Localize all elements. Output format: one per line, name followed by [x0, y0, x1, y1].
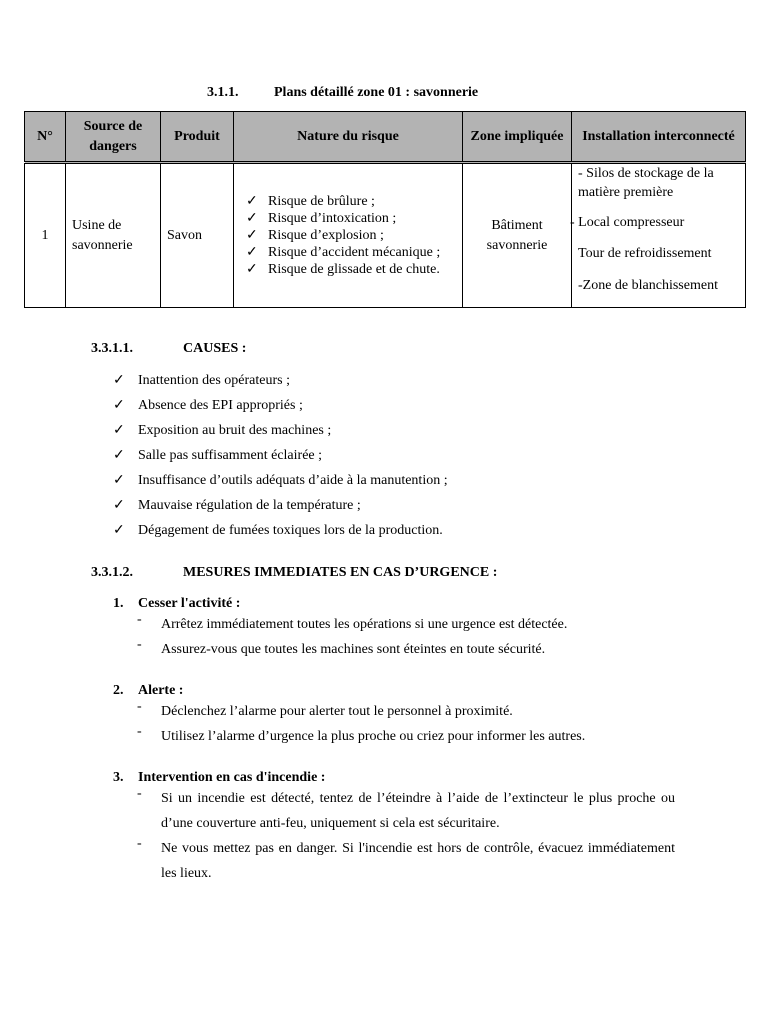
cell-nature	[234, 163, 463, 308]
measure-title-text: Intervention en cas d'incendie :	[138, 770, 326, 785]
measure-title-text: Cesser l'activité :	[138, 596, 241, 611]
section-title	[207, 85, 478, 101]
header-produit: Produit	[161, 112, 234, 163]
risk-item: ✓ Risque d’explosion ;	[246, 227, 456, 244]
list-item: ✓ Dégagement de fumées toxiques lors de la production.	[113, 522, 673, 547]
section-number: 3.1.1.	[207, 85, 239, 100]
installation-item: -Zone de blanchissement	[578, 278, 718, 293]
risk-item: ✓ Risque de brûlure ;	[246, 193, 456, 210]
table-row	[25, 163, 746, 308]
measure-point-text: Assurez-vous que toutes les machines sont éteintes en toute sécurité.	[161, 642, 546, 657]
mesures-number: 3.3.1.2.	[91, 565, 133, 580]
risk-table	[24, 111, 746, 308]
installation-item: - Silos de stockage de la matière première	[578, 166, 714, 200]
measure-point: - Si un incendie est détecté, tentez de l’éteindre à l’aide de l’extincteur le plus proche ou d’une couverture anti-feu, uniquement si cela est sécuritaire.	[137, 786, 675, 836]
risk-item: ✓ Risque de glissade et de chute.	[246, 261, 456, 278]
list-item: ✓ Mauvaise régulation de la température ;	[113, 497, 673, 522]
measure-point-text: Déclenchez l’alarme pour alerter tout le personnel à proximité.	[161, 704, 513, 719]
cell-installation	[572, 163, 746, 308]
measure-title	[113, 683, 183, 699]
measure-title	[113, 770, 325, 786]
cell-zone: Bâtiment savonnerie	[463, 163, 572, 308]
mesures-heading	[91, 565, 497, 581]
measure-title	[113, 596, 240, 612]
measure-number: 2.	[113, 683, 124, 698]
cell-source: Usine de savonnerie	[66, 163, 161, 308]
causes-title: CAUSES :	[183, 341, 247, 356]
section-title-text: Plans détaillé zone 01 : savonnerie	[274, 85, 479, 100]
measure-title-text: Alerte :	[138, 683, 184, 698]
risk-item: ✓ Risque d’intoxication ;	[246, 210, 456, 227]
causes-number: 3.3.1.1.	[91, 341, 133, 356]
header-installation: Installation interconnecté	[572, 112, 746, 163]
header-nature: Nature du risque	[234, 112, 463, 163]
table-header-row	[25, 112, 746, 163]
header-zone: Zone impliquée	[463, 112, 572, 163]
risk-item: ✓ Risque d’accident mécanique ;	[246, 244, 456, 261]
cell-produit: Savon	[161, 163, 234, 308]
risk-list	[240, 193, 456, 278]
measure-point-text: Si un incendie est détecté, tentez de l’éteindre à l’aide de l’extincteur le plus proche ou d’une couverture anti-feu, uniquement si cela est sécuritaire.	[161, 791, 675, 831]
measure-number: 3.	[113, 770, 124, 785]
measure-point: - Arrêtez immédiatement toutes les opérations si une urgence est détectée.	[137, 612, 675, 637]
cell-num: 1	[25, 163, 66, 308]
measure-point-text: Ne vous mettez pas en danger. Si l'incendie est hors de contrôle, évacuez immédiatement les lieux.	[161, 841, 675, 881]
header-source: Source de dangers	[66, 112, 161, 163]
list-item: ✓ Exposition au bruit des machines ;	[113, 422, 673, 447]
measure-point: - Ne vous mettez pas en danger. Si l'incendie est hors de contrôle, évacuez immédiatement les lieux.	[137, 836, 675, 886]
causes-list	[113, 372, 673, 547]
measure-point: - Utilisez l’alarme d’urgence la plus proche ou criez pour informer les autres.	[137, 724, 675, 749]
measure-point-text: Utilisez l’alarme d’urgence la plus proche ou criez pour informer les autres.	[161, 729, 586, 744]
list-item: ✓ Insuffisance d’outils adéquats d’aide à la manutention ;	[113, 472, 673, 497]
header-num: N°	[25, 112, 66, 163]
mesures-title: MESURES IMMEDIATES EN CAS D’URGENCE :	[183, 565, 498, 580]
causes-heading	[91, 341, 246, 357]
measure-point: - Déclenchez l’alarme pour alerter tout le personnel à proximité.	[137, 699, 675, 724]
list-item: ✓ Inattention des opérateurs ;	[113, 372, 673, 397]
measure-point-text: Arrêtez immédiatement toutes les opérations si une urgence est détectée.	[161, 617, 568, 632]
list-item: ✓ Absence des EPI appropriés ;	[113, 397, 673, 422]
measure-number: 1.	[113, 596, 124, 611]
installation-item: Tour de refroidissement	[578, 246, 712, 261]
installation-item: - Local compresseur	[570, 215, 685, 230]
measure-point: - Assurez-vous que toutes les machines sont éteintes en toute sécurité.	[137, 637, 675, 662]
list-item: ✓ Salle pas suffisamment éclairée ;	[113, 447, 673, 472]
